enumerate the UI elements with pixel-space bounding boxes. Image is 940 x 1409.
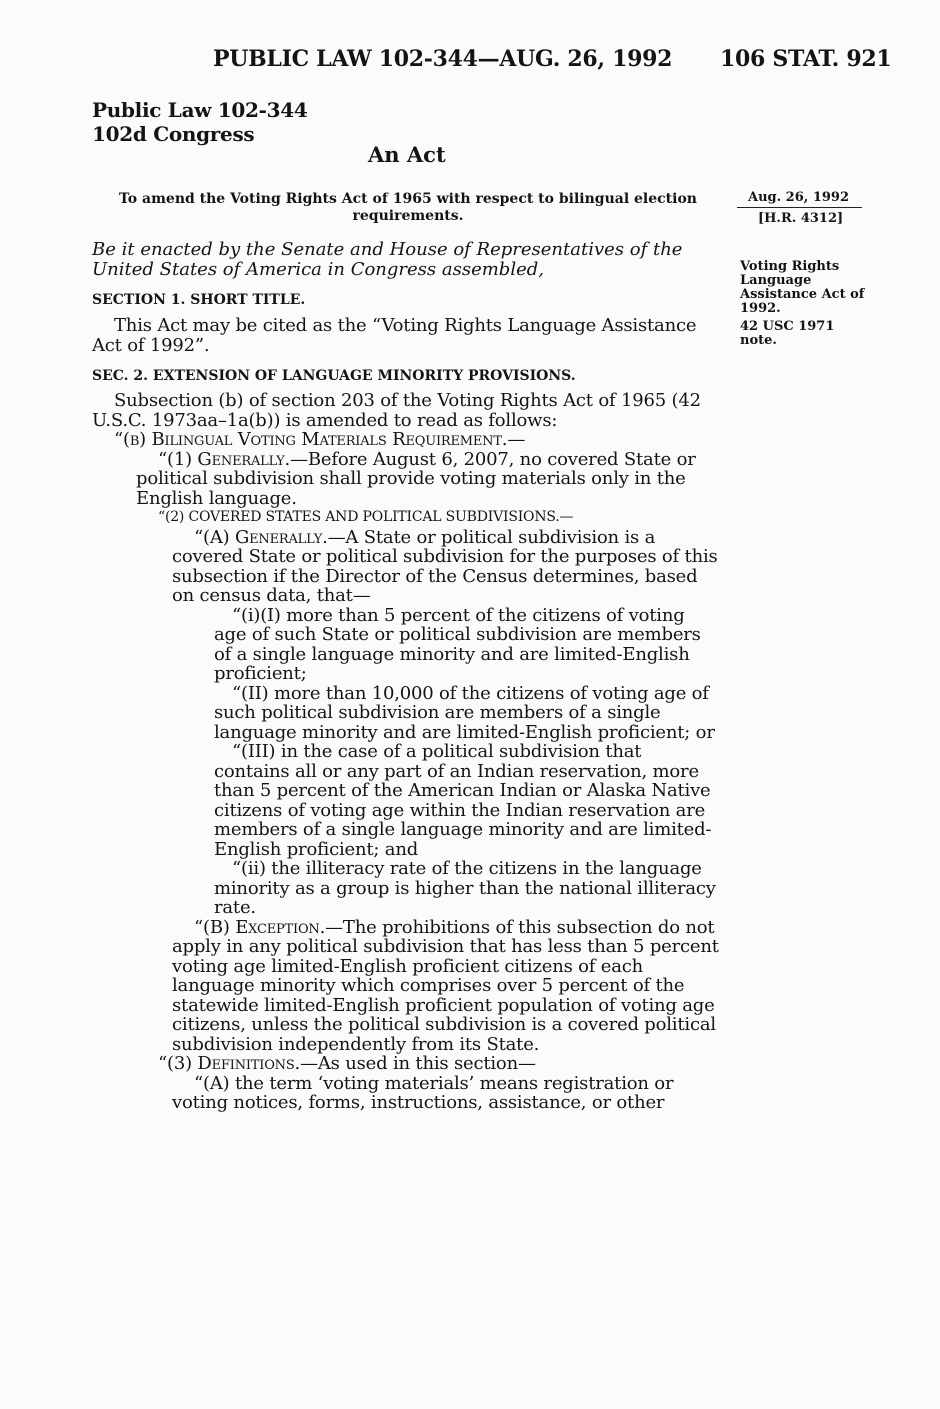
subparagraph-A-text: —A State or political subdivision is a covered State or political subdivision for the purposes of this subsection if the Director of the Census determines, based on census data, that—	[172, 526, 718, 606]
clause-ii: “(ii) the illiteracy rate of the citizens in the language minority as a group is higher than the national illiteracy rate.	[214, 858, 716, 918]
subparagraph-B-label: “(B) Exception.	[194, 916, 326, 938]
paragraph-1-text: —Before August 6, 2007, no covered State or political subdivision shall provide voting materials only in the English language.	[136, 448, 696, 509]
law-number: Public Law 102-344	[92, 98, 308, 122]
subparagraph-A-label: “(A) Generally.	[194, 526, 328, 548]
paragraph-3-A: “(A) the term ‘voting materials’ means registration or voting notices, forms, instructions, assistance, or other	[172, 1072, 674, 1113]
congress: 102d Congress	[92, 122, 255, 146]
margin-bill-number: [H.R. 4312]	[758, 211, 844, 226]
clause-i-I: “(i)(I) more than 5 percent of the citizens of voting age of such State or political subdivision are members of a single language minority and are limited-English proficient;	[214, 604, 701, 684]
paragraph-3-label: “(3) Definitions.	[158, 1053, 301, 1074]
enacting-clause: Be it enacted by the Senate and House of Representatives of the United States of America in Congress assembled,	[92, 239, 683, 280]
paragraph-3	[92, 1054, 720, 1074]
section-2-heading: SEC. 2. EXTENSION OF LANGUAGE MINORITY PROVISIONS.	[92, 368, 576, 384]
section-2-intro: Subsection (b) of section 203 of the Voting Rights Act of 1965 (42 U.S.C. 1973aa–1a(b)) is amended to read as follows:	[92, 390, 701, 431]
section-1-heading: SECTION 1. SHORT TITLE.	[92, 292, 306, 308]
subparagraph-B	[92, 918, 720, 1055]
subclause-II: “(II) more than 10,000 of the citizens of voting age of such political subdivision are members of a single language minority and are limited-English proficient; or	[214, 682, 715, 743]
margin-date: Aug. 26, 1992	[748, 190, 850, 205]
paragraph-2-title: “(2) COVERED STATES AND POLITICAL SUBDIVISIONS.—	[158, 509, 574, 525]
stat-citation: 106 STAT. 921	[720, 46, 892, 72]
subclause-III: “(III) in the case of a political subdivision that contains all or any part of an Indian reservation, more than 5 percent of the American Indian or Alaska Native citizens of voting age within the Indian reservation are members of a single language minority and are limited-English proficient; and	[214, 741, 712, 860]
paragraph-1	[92, 450, 720, 509]
act-heading: An Act	[368, 142, 446, 167]
paragraph-1-label: “(1) Generally.	[158, 448, 291, 470]
paragraph-3-text: —As used in this section—	[300, 1053, 536, 1074]
running-title: PUBLIC LAW 102-344—AUG. 26, 1992	[213, 46, 673, 72]
margin-short-title-note: Voting Rights Language Assistance Act of 1992.	[740, 259, 865, 316]
subparagraph-B-text: —The prohibitions of this subsection do not apply in any political subdivision that has less than 5 percent voting age limited-English proficient citizens of each language minority which comprises over 5 percent of the statewide limited-English proficient population of voting age citizens, unless the political subdivision is a covered political subdivision independently from its State.	[172, 916, 719, 1055]
subparagraph-A	[92, 528, 720, 606]
purpose-clause: To amend the Voting Rights Act of 1965 with respect to bilingual election requirements.	[119, 191, 697, 224]
subsection-b-title: “(b) Bilingual Voting Materials Requirement.—	[114, 429, 526, 450]
section-2-body	[92, 391, 720, 1113]
margin-usc-note: 42 USC 1971 note.	[740, 319, 835, 348]
section-1-text: This Act may be cited as the “Voting Rights Language Assistance Act of 1992”.	[92, 315, 697, 356]
margin-rule	[737, 207, 862, 208]
